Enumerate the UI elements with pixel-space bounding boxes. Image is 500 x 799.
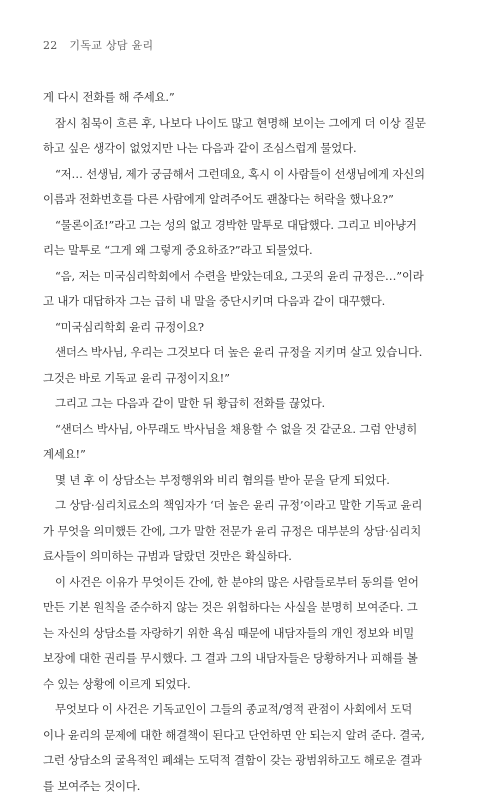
- text-line: 고 내가 대답하자 그는 급히 내 말을 중단시키며 다음과 같이 대꾸했다.: [43, 289, 463, 315]
- running-head: [43, 37, 153, 53]
- text-line: 몇 년 후 이 상담소는 부정행위와 비리 혐의를 받아 문을 닫게 되었다.: [43, 468, 463, 494]
- text-line: “음, 저는 미국심리학회에서 수련을 받았는데요, 그곳의 윤리 규정은…”이라: [43, 264, 463, 290]
- text-line: 수 있는 상황에 이르게 되었다.: [43, 672, 463, 698]
- text-line: 료사들이 의미하는 규범과 달랐던 것만은 확실하다.: [43, 544, 463, 570]
- text-line: 이나 윤리의 문제에 대한 해결책이 된다고 단언하면 안 되는지 알려 준다. 결국,: [43, 723, 463, 749]
- text-line: 샌더스 박사님, 우리는 그것보다 더 높은 윤리 규정을 지키며 살고 있습니다.: [43, 340, 463, 366]
- text-line: 이름과 전화번호를 다른 사람에게 알려주어도 괜찮다는 허락을 했나요?”: [43, 187, 463, 213]
- body-text: [43, 85, 463, 799]
- text-line: “미국심리학회 윤리 규정이요?: [43, 315, 463, 341]
- text-line: 게 다시 전화를 해 주세요.”: [43, 85, 463, 111]
- text-line: “물론이죠!”라고 그는 성의 없고 경박한 말투로 대답했다. 그리고 비아냥거: [43, 213, 463, 239]
- text-line: 가 무엇을 의미했든 간에, 그가 말한 전문가 윤리 규정은 대부분의 상담·심리치: [43, 519, 463, 545]
- text-line: “저… 선생님, 제가 궁금해서 그런데요, 혹시 이 사람들이 선생님에게 자신의: [43, 162, 463, 188]
- text-line: 그것은 바로 기독교 윤리 규정이지요!”: [43, 366, 463, 392]
- text-line: 하고 싶은 생각이 없었지만 나는 다음과 같이 조심스럽게 물었다.: [43, 136, 463, 162]
- text-line: 계세요!”: [43, 442, 463, 468]
- text-line: 리는 말투로 “그게 왜 그렇게 중요하죠?”라고 되물었다.: [43, 238, 463, 264]
- text-line: 만든 기본 원칙을 준수하지 않는 것은 위험하다는 사실을 분명히 보여준다. 그: [43, 595, 463, 621]
- text-line: 그 상담·심리치료소의 책임자가 ‘더 높은 윤리 규정’이라고 말한 기독교 윤리: [43, 493, 463, 519]
- text-line: 무엇보다 이 사건은 기독교인이 그들의 종교적/영적 관점이 사회에서 도덕: [43, 697, 463, 723]
- text-line: 보장에 대한 권리를 무시했다. 그 결과 그의 내담자들은 당황하거나 피해를 볼: [43, 646, 463, 672]
- text-line: 그리고 그는 다음과 같이 말한 뒤 황급히 전화를 끊었다.: [43, 391, 463, 417]
- text-line: “샌더스 박사님, 아무래도 박사님을 채용할 수 없을 것 같군요. 그럼 안녕히: [43, 417, 463, 443]
- text-line: 이 사건은 이유가 무엇이든 간에, 한 분야의 많은 사람들로부터 동의를 얻어: [43, 570, 463, 596]
- text-line: 그런 상담소의 굴욕적인 폐쇄는 도덕적 결함이 갖는 광범위하고도 해로운 결과: [43, 748, 463, 774]
- text-line: 는 자신의 상담소를 자랑하기 위한 욕심 때문에 내담자들의 개인 정보와 비밀: [43, 621, 463, 647]
- text-line: 를 보여주는 것이다.: [43, 774, 463, 799]
- running-title: 기독교 상담 윤리: [69, 39, 153, 52]
- text-line: 잠시 침묵이 흐른 후, 나보다 나이도 많고 현명해 보이는 그에게 더 이상 질문: [43, 111, 463, 137]
- page-number: 22: [43, 39, 58, 52]
